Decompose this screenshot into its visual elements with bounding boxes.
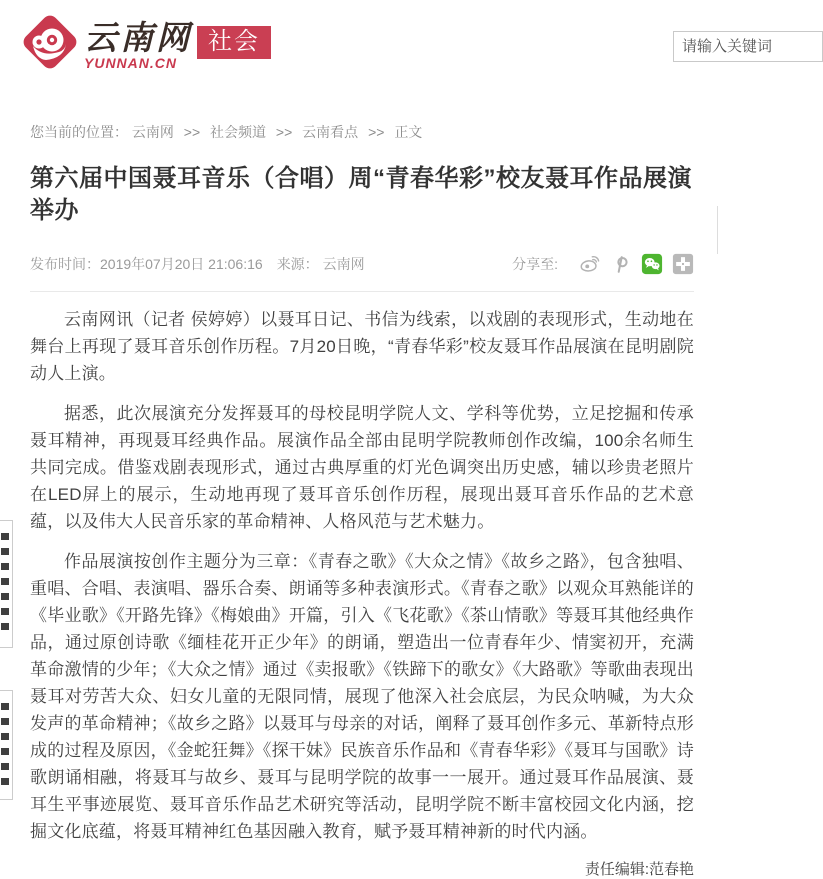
left-cutoff-widget-1[interactable] bbox=[0, 520, 13, 648]
channel-badge[interactable]: 社会 bbox=[197, 26, 271, 59]
breadcrumb-item-channel[interactable]: 社会频道 bbox=[210, 124, 267, 140]
publish-meta bbox=[30, 254, 365, 274]
article-title: 第六届中国聂耳音乐（合唱）周“青春华彩”校友聂耳作品展演举办 bbox=[30, 165, 692, 224]
clipped-vertical-text bbox=[1, 533, 9, 637]
article-body bbox=[30, 306, 694, 845]
breadcrumb-item-home[interactable]: 云南网 bbox=[131, 124, 174, 140]
breadcrumb-separator: >> bbox=[368, 124, 385, 140]
clipped-vertical-text bbox=[1, 703, 9, 789]
share-more-icon[interactable] bbox=[672, 253, 694, 275]
share-label: 分享至: bbox=[512, 256, 558, 272]
source-name: 云南网 bbox=[322, 256, 365, 272]
header bbox=[0, 0, 724, 104]
source-label: 来源： bbox=[276, 256, 319, 272]
share-p-icon[interactable] bbox=[610, 253, 632, 275]
search-input[interactable] bbox=[673, 31, 823, 62]
sina-weibo-icon[interactable] bbox=[579, 253, 601, 275]
article-paragraph: 云南网讯（记者 侯婷婷）以聂耳日记、书信为线索，以戏剧的表现形式，生动地在舞台上再现了聂耳音乐创作历程。7月20日晚，“青春华彩”校友聂耳作品展演在昆明剧院动人上演。 bbox=[30, 310, 694, 383]
editor-credit: 责任编辑:范春艳 bbox=[584, 861, 694, 878]
breadcrumb-label: 您当前的位置： bbox=[30, 124, 128, 140]
breadcrumb-separator: >> bbox=[183, 124, 201, 140]
logo-text bbox=[84, 20, 192, 71]
logo-text-cn: 云南网 bbox=[84, 19, 192, 56]
breadcrumb bbox=[30, 122, 694, 142]
article-paragraph: 据悉，此次展演充分发挥聂耳的母校昆明学院人文、学科等优势，立足挖掘和传承聂耳精神，再现聂耳经典作品。展演作品全部由昆明学院教师创作改编，100余名师生共同完成。借鉴戏剧表现形式，通过古典厚重的灯光色调突出历史感，辅以珍贵老照片在LED屏上的展示，生动地再现了聂耳音乐创作历程，展现出聂耳音乐作品的艺术意蕴，以及伟大人民音乐家的革命精神、人格风范与艺术魅力。 bbox=[30, 404, 694, 531]
left-cutoff-widget-2[interactable] bbox=[0, 690, 13, 800]
cloud-logo-icon bbox=[18, 8, 82, 76]
meta-row bbox=[30, 253, 694, 292]
breadcrumb-item-current: 正文 bbox=[394, 124, 423, 140]
share-box bbox=[512, 253, 694, 275]
publish-time: 2019年07月20日 21:06:16 bbox=[100, 256, 263, 272]
breadcrumb-item-section[interactable]: 云南看点 bbox=[302, 124, 359, 140]
publish-time-label: 发布时间： bbox=[30, 256, 100, 272]
logo-text-en: YUNNAN.CN bbox=[84, 55, 177, 71]
article-paragraph: 作品展演按创作主题分为三章：《青春之歌》《大众之情》《故乡之路》，包含独唱、重唱、合唱、表演唱、器乐合奏、朗诵等多种表演形式。《青春之歌》以观众耳熟能详的《毕业歌》《开路先锋》《梅娘曲》开篇，引入《飞花歌》《茶山情歌》等聂耳其他经典作品，通过原创诗歌《缅桂花开正少年》的朗诵，塑造出一位青春年少、情窦初开，充满革命激情的少年；《大众之情》通过《卖报歌》《铁蹄下的歌女》《大路歌》等歌曲表现出聂耳对劳苦大众、妇女儿童的无限同情，展现了他深入社会底层，为民众呐喊，为大众发声的革命精神；《故乡之路》以聂耳与母亲的对话，阐释了聂耳创作多元、革新特点形成的过程及原因，《金蛇狂舞》《探干妹》民族音乐作品和《青春华彩》《聂耳与国歌》诗歌朗诵相融，将聂耳与故乡、聂耳与昆明学院的故事一一展开。通过聂耳作品展演、聂耳生平事迹展览、聂耳音乐作品艺术研究等活动，昆明学院不断丰富校园文化内涵，挖掘文化底蕴，将聂耳精神红色基因融入教育，赋予聂耳精神新的时代内涵。 bbox=[30, 552, 694, 841]
right-cutoff-divider bbox=[717, 206, 718, 254]
breadcrumb-separator: >> bbox=[275, 124, 293, 140]
wechat-icon[interactable] bbox=[641, 253, 663, 275]
